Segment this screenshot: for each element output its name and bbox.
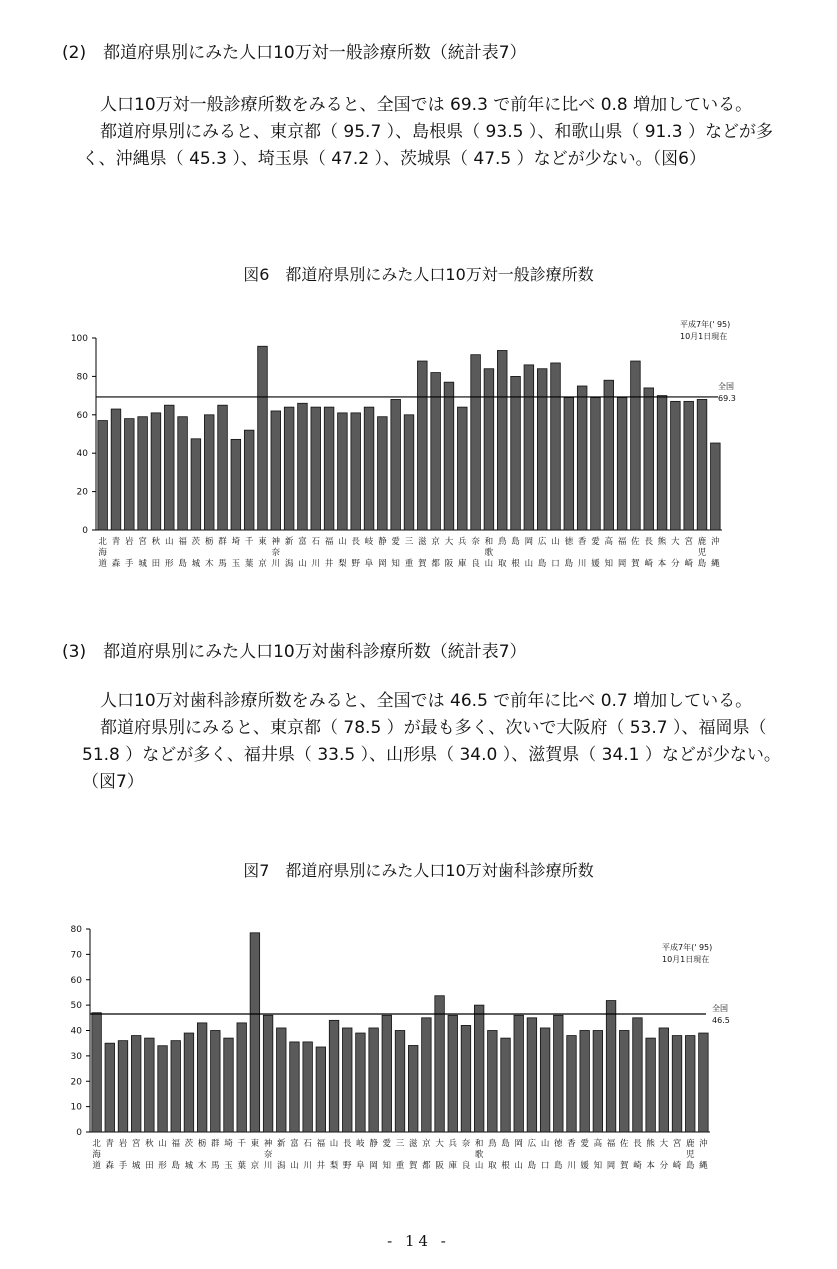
figure6-category-label: 新潟 [284, 537, 294, 569]
figure7-category-label: 京都 [422, 1139, 431, 1171]
figure6-category-label: 広島 [537, 537, 547, 569]
figure6-category-label: 鳥取 [497, 537, 507, 569]
figure7-category-label: 岐阜 [356, 1139, 365, 1171]
figure7-national-label: 全国 [712, 1004, 728, 1013]
figure6-bar [697, 399, 707, 530]
figure7-bar [342, 1028, 351, 1132]
section3-heading: (3) 都道府県別にみた人口10万対歯科診療所数（統計表7） [62, 642, 527, 662]
figure6-category-label: 佐賀 [631, 537, 640, 569]
figure7-bar [646, 1038, 655, 1132]
figure6-category-label: 和歌山 [484, 537, 494, 569]
figure7-category-label: 長野 [342, 1139, 352, 1171]
figure7-bar [197, 1023, 206, 1132]
figure7-bar [448, 1015, 457, 1132]
figure6-y-tick-label: 20 [76, 487, 88, 498]
figure7-category-label: 石川 [303, 1139, 312, 1171]
figure6-category-label: 愛知 [391, 537, 400, 569]
figure7-bar [474, 1005, 483, 1132]
figure6-category-label: 香川 [577, 537, 587, 569]
figure7-bar [303, 1042, 312, 1132]
figure7-title: 図7 都道府県別にみた人口10万対歯科診療所数 [243, 861, 594, 880]
figure7-category-label: 岡山 [514, 1139, 523, 1171]
figure6-chart [50, 318, 790, 590]
section3-para1: 人口10万対歯科診療所数をみると、全国では 46.5 で前年に比べ 0.7 増加している。 [100, 691, 753, 711]
figure6-category-label: 長崎 [644, 537, 654, 569]
section2-para1: 人口10万対一般診療所数をみると、全国では 69.3 で前年に比べ 0.8 増加している。 [100, 95, 753, 115]
figure7-bar [250, 933, 259, 1132]
figure7-category-label: 北海道 [92, 1139, 101, 1171]
figure7-bar [290, 1042, 299, 1132]
figure6-bar [271, 411, 281, 530]
figure6-category-label: 熊本 [657, 537, 667, 569]
figure7-y-tick-label: 70 [70, 950, 82, 961]
figure6-category-label: 北海道 [98, 537, 107, 569]
section3-para2: 都道府県別にみると、東京都（ 78.5 ）が最も多く、次いで大阪府（ 53.7 ）、福岡県（ 51.8 ）などが多く、福井県（ 33.5 ）、山形県（ 34.0 ）、滋賀県（ 34.1 ）などが少ない。（図7） [82, 718, 781, 792]
figure6-bar [631, 361, 641, 530]
figure7-category-label: 佐賀 [619, 1139, 629, 1171]
figure7-bar [514, 1015, 523, 1132]
figure7-category-label: 島根 [501, 1139, 510, 1171]
figure6-category-label: 宮崎 [684, 537, 693, 569]
figure6-bar [204, 415, 214, 530]
figure6-bar [524, 365, 534, 530]
figure6-category-label: 山口 [551, 537, 560, 569]
figure7-category-label: 岩手 [118, 1139, 128, 1171]
section2-body [82, 92, 782, 173]
figure7-category-label: 香川 [567, 1139, 576, 1171]
figure7-date-note-line1: 平成7年(' 95) [662, 943, 713, 952]
figure6-bar [324, 407, 334, 530]
figure6-bar [178, 417, 188, 530]
figure7-bar [501, 1038, 510, 1132]
figure7-y-tick-label: 30 [70, 1051, 82, 1062]
figure7-category-label: 山形 [158, 1139, 167, 1171]
figure7-bar [435, 996, 444, 1132]
figure7-bar [699, 1033, 708, 1132]
figure7-bar [606, 1001, 615, 1132]
figure7-bar [356, 1033, 365, 1132]
figure6-category-label: 千葉 [244, 537, 254, 569]
figure7-bar [395, 1031, 404, 1133]
figure7-category-label: 千葉 [237, 1139, 246, 1171]
figure7-bar [131, 1036, 140, 1132]
figure7-bar [461, 1025, 470, 1132]
figure6-bar [338, 413, 348, 530]
figure6-date-note-line2: 10月1日現在 [680, 332, 728, 341]
figure6-bar [111, 409, 121, 530]
figure7-bar [422, 1018, 431, 1132]
figure7-category-label: 埼玉 [224, 1139, 233, 1171]
figure7-bar [633, 1018, 642, 1132]
figure6-title: 図6 都道府県別にみた人口10万対一般診療所数 [243, 265, 594, 284]
figure6-bar [98, 421, 108, 530]
figure7-bar [672, 1036, 681, 1132]
figure7-y-tick-label: 20 [70, 1077, 82, 1088]
figure6-plot-area [71, 334, 722, 569]
figure7-category-label: 徳島 [554, 1139, 563, 1171]
figure7-category-label: 広島 [527, 1139, 537, 1171]
figure6-category-label: 福島 [178, 537, 187, 569]
figure6-category-label: 奈良 [471, 537, 480, 569]
figure6-category-label: 神奈川 [271, 537, 281, 569]
figure6-bar [138, 417, 148, 530]
figure6-national-value: 69.3 [718, 394, 736, 403]
figure7-date-note-line2: 10月1日現在 [662, 955, 710, 964]
figure6-category-label: 岐阜 [364, 537, 374, 569]
figure6-bar [164, 405, 174, 530]
figure6-bar [298, 403, 308, 530]
figure7-national-value: 46.5 [712, 1016, 730, 1025]
figure7-bar [620, 1031, 629, 1133]
figure6-bar [231, 439, 241, 530]
figure6-bar [311, 407, 321, 530]
figure6-category-label: 大分 [671, 537, 680, 569]
figure6-category-label: 兵庫 [458, 537, 467, 569]
figure6-date-note-line1: 平成7年(' 95) [680, 320, 731, 329]
figure7-category-label: 大分 [659, 1139, 669, 1171]
figure7-category-label: 東京 [250, 1139, 260, 1171]
figure7-category-label: 愛媛 [580, 1139, 589, 1171]
figure6-bar [431, 373, 441, 530]
figure7-bar [211, 1031, 220, 1133]
figure6-category-label: 山形 [164, 537, 174, 569]
figure6-bar [258, 346, 268, 530]
figure6-category-label: 群馬 [218, 537, 227, 569]
figure7-category-label: 富山 [290, 1139, 299, 1171]
figure6-bar [537, 369, 547, 530]
figure6-category-label: 茨城 [191, 537, 201, 569]
figure7-category-label: 秋田 [145, 1139, 154, 1171]
figure6-bar [418, 361, 428, 530]
figure7-y-tick-label: 10 [70, 1102, 82, 1113]
figure7-bar [329, 1020, 338, 1132]
figure6-bar [604, 380, 614, 530]
figure7-category-label: 三重 [395, 1139, 405, 1171]
page-number: - 14 - [387, 1232, 450, 1250]
figure6-category-label: 滋賀 [418, 537, 427, 569]
figure6-category-label: 青森 [111, 537, 121, 569]
figure7-category-label: 和歌山 [474, 1139, 484, 1171]
figure6-bar [711, 443, 721, 530]
figure7-bar [540, 1028, 549, 1132]
figure7-y-tick-label: 60 [70, 975, 82, 986]
figure7-category-label: 群馬 [211, 1139, 220, 1171]
figure6-bar [391, 399, 401, 530]
figure6-category-label: 徳島 [564, 537, 574, 569]
figure7-category-label: 青森 [105, 1139, 115, 1171]
figure7-category-label: 山口 [540, 1139, 550, 1171]
figure6-bar [644, 388, 654, 530]
figure7-bar [580, 1031, 589, 1133]
figure6-y-tick-label: 80 [76, 372, 88, 383]
figure7-y-tick-label: 0 [76, 1128, 82, 1138]
figure7-bar [593, 1031, 602, 1133]
figure7-category-label: 宮崎 [672, 1139, 682, 1171]
figure6-bar [404, 415, 414, 530]
figure7-category-label: 沖縄 [699, 1139, 708, 1171]
figure7-category-label: 福井 [316, 1139, 326, 1171]
figure6-bar [497, 350, 507, 530]
figure6-bar [484, 369, 494, 530]
figure6-category-label: 島根 [511, 537, 520, 569]
section3-body [82, 688, 782, 796]
figure6-category-label: 静岡 [378, 537, 387, 569]
figure7-bar [685, 1036, 694, 1132]
figure6-y-tick-label: 40 [76, 449, 88, 460]
figure6-bar [657, 396, 667, 530]
figure6-category-label: 福岡 [617, 537, 627, 569]
figure6-category-label: 福井 [324, 537, 334, 569]
section2-para2: 都道府県別にみると、東京都（ 95.7 ）、島根県（ 93.5 ）、和歌山県（ 91.3 ）などが多く、沖縄県（ 45.3 ）、埼玉県（ 47.2 ）、茨城県（ 47.5 ）などが少ない。（図6） [82, 122, 773, 169]
figure6-category-label: 埼玉 [231, 537, 241, 569]
figure7-category-label: 福岡 [606, 1139, 616, 1171]
figure6-category-label: 東京 [258, 537, 267, 569]
figure7-bar [316, 1047, 325, 1132]
figure6-category-label: 京都 [431, 537, 440, 569]
figure6-bar [671, 401, 681, 530]
figure7-plot-area [70, 925, 713, 1171]
figure7-bar [277, 1028, 286, 1132]
section2-heading: (2) 都道府県別にみた人口10万対一般診療所数（統計表7） [62, 43, 527, 63]
figure6-category-label: 岡山 [524, 537, 534, 569]
figure6-bar [457, 407, 467, 530]
figure7-y-tick-label: 50 [70, 1001, 82, 1012]
figure7-category-label: 宮城 [131, 1139, 141, 1171]
figure7-bar [145, 1038, 154, 1132]
figure6-category-label: 三重 [404, 537, 414, 569]
figure7-bar [488, 1031, 497, 1133]
figure6-y-tick-label: 100 [70, 334, 88, 344]
figure6-bar [551, 363, 561, 530]
figure6-bar [244, 430, 254, 530]
figure6-bar [511, 376, 521, 530]
figure7-category-label: 新潟 [277, 1139, 286, 1171]
figure6-bar [577, 386, 587, 530]
figure6-bar [364, 407, 374, 530]
figure7-category-label: 愛知 [382, 1139, 392, 1171]
figure7-category-label: 福島 [171, 1139, 181, 1171]
figure7-bar [92, 1013, 101, 1132]
figure7-bar [158, 1046, 167, 1132]
figure6-bar [444, 382, 454, 530]
figure7-bar [408, 1045, 417, 1132]
figure6-category-label: 秋田 [151, 537, 161, 569]
figure6-category-label: 石川 [311, 537, 321, 569]
figure6-bar [378, 417, 388, 530]
figure6-category-label: 岩手 [125, 537, 134, 569]
figure7-category-label: 栃木 [197, 1139, 207, 1171]
figure6-bar [471, 355, 481, 530]
figure7-category-label: 山梨 [329, 1139, 339, 1171]
figure7-bar [184, 1033, 193, 1132]
figure7-y-tick-label: 40 [70, 1026, 82, 1037]
figure7-category-label: 鹿児島 [685, 1139, 695, 1171]
figure6-category-label: 愛媛 [591, 537, 600, 569]
figure6-category-label: 鹿児島 [697, 537, 707, 569]
figure6-category-label: 沖縄 [711, 537, 720, 569]
figure7-category-label: 神奈川 [263, 1139, 273, 1171]
figure6-category-label: 長野 [351, 537, 360, 569]
figure6-bar [284, 407, 294, 530]
figure7-category-label: 静岡 [369, 1139, 378, 1171]
figure7-category-label: 高知 [593, 1139, 603, 1171]
figure7-category-label: 茨城 [184, 1139, 194, 1171]
figure6-national-label: 全国 [718, 382, 734, 391]
figure6-bar [125, 419, 135, 530]
figure7-category-label: 奈良 [461, 1139, 471, 1171]
figure7-bar [224, 1038, 233, 1132]
figure7-bar [382, 1015, 391, 1132]
figure6-bar [617, 398, 627, 530]
figure7-bar [263, 1015, 272, 1132]
figure7-bar [567, 1036, 576, 1132]
figure7-category-label: 兵庫 [448, 1139, 458, 1171]
figure7-category-label: 鳥取 [488, 1139, 497, 1171]
figure7-bar [527, 1018, 536, 1132]
figure7-y-tick-label: 80 [70, 925, 82, 935]
figure6-bar [151, 413, 161, 530]
figure7-category-label: 滋賀 [408, 1139, 418, 1171]
figure7-category-label: 熊本 [646, 1139, 655, 1171]
figure7-bar [659, 1028, 668, 1132]
figure6-bar [218, 405, 228, 530]
figure7-bar [171, 1041, 180, 1132]
figure7-bar [105, 1043, 114, 1132]
figure6-category-label: 高知 [604, 537, 614, 569]
figure6-bar [591, 398, 601, 530]
figure6-category-label: 山梨 [338, 537, 347, 569]
figure6-bar [564, 398, 574, 530]
figure7-bar [369, 1028, 378, 1132]
figure7-category-label: 大阪 [435, 1139, 444, 1171]
figure6-bar [351, 413, 361, 530]
figure6-bar [191, 439, 201, 530]
figure6-y-tick-label: 0 [82, 526, 88, 536]
figure7-category-label: 長崎 [633, 1139, 642, 1171]
figure7-bar [237, 1023, 246, 1132]
figure6-category-label: 宮城 [138, 537, 147, 569]
figure7-bar [118, 1041, 127, 1132]
figure6-bar [684, 401, 694, 530]
figure6-category-label: 富山 [298, 537, 307, 569]
figure6-y-tick-label: 60 [76, 410, 88, 421]
figure7-chart [50, 920, 790, 1182]
figure6-category-label: 栃木 [204, 537, 214, 569]
figure7-bar [554, 1015, 563, 1132]
figure6-category-label: 大阪 [444, 537, 454, 569]
